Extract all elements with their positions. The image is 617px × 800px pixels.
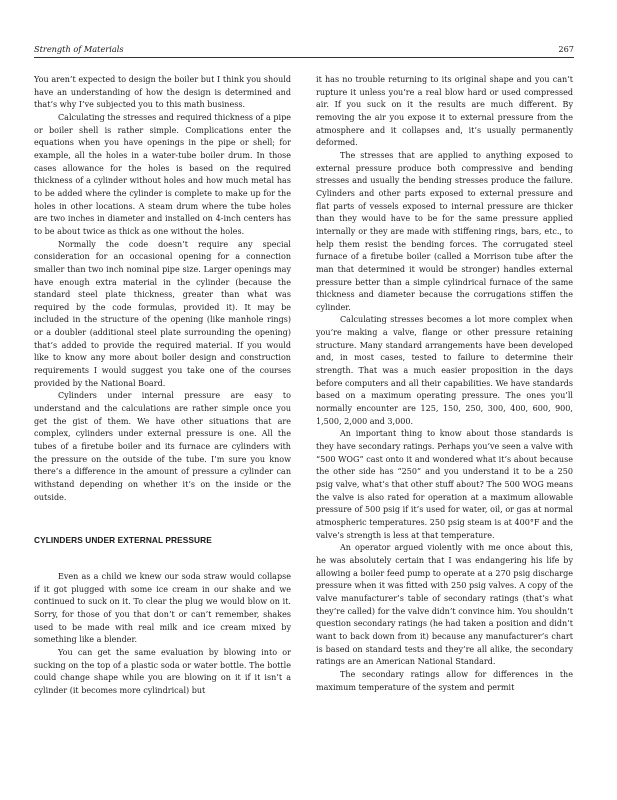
paragraph: The secondary ratings allow for differences in the maximum temperature of the system and permit xyxy=(316,669,573,692)
paragraph: it has no trouble returning to its original shape and you can’t rupture it unless you’re a real blow hard or used compressed air. If you suck on it the results are much different. By removing the air you expose it to external pressure from the atmosphere and it collapses and, it’s usually permanently deformed. xyxy=(316,75,573,148)
header-rule xyxy=(34,57,574,58)
running-head xyxy=(34,42,574,54)
paragraph: Calculating stresses becomes a lot more complex when you’re making a valve, flange or other pressure retaining structure. Many standard arrangements have been developed and, in most cases, tested to failure to determine their strength. That was a much easier proposition in the days before computers and all their capabilities. We have standards based on a maximum operating pressure. The ones you’ll normally encounter are 125, 150, 250, 300, 400, 600, 900, 1,500, 2,000 and 3,000. xyxy=(316,315,573,426)
paragraph: Normally the code doesn’t require any special consideration for an occasional opening for a connection smaller than two inch nominal pipe size. Larger openings may have enough extra material in the cylinder (because the standard steel plate thickness, greater than what was required by the code formulas, provided it). It may be included in the structure of the opening (like manhole rings) or a doubler (additional steel plate surrounding the opening) that’s added to provide the required material. If you would like to know any more about boiler design and construction requirements I would suggest you take one of the courses provided by the National Board. xyxy=(34,239,291,388)
right-column xyxy=(316,74,573,694)
paragraph: Cylinders under internal pressure are easy to understand and the calculations are rather simple once you get the gist of them. We have other situations that are complex, cylinders under external pressure is one. All the tubes of a firetube boiler and its furnace are cylinders with the pressure on the outside of the tube. I’m sure you know there’s a difference in the amount of pressure a cylinder can withstand depending on whether it’s on the inside or the outside. xyxy=(34,391,291,502)
page-number: 267 xyxy=(558,44,574,54)
running-head-title: Strength of Materials xyxy=(34,44,124,54)
paragraph: The stresses that are applied to anything exposed to external pressure produce both compressive and bending stresses and usually the bending stresses produce the failure. Cylinders and other parts exposed to external pressure and flat parts of vessels exposed to internal pressure are thicker than they would have to be for the same pressure applied internally or they are made with stiffening rings, bars, etc., to help them resist the bending forces. The corrugated steel furnace of a firetube boiler (called a Morrison tube after the man that determined it would be stronger) handles external pressure better than a simple cylindrical furnace of the same thickness and diameter because the corrugations stiffen the cylinder. xyxy=(316,150,573,312)
section-heading: CYLINDERS UNDER EXTERNAL PRESSURE xyxy=(34,535,212,546)
left-column xyxy=(34,74,291,698)
paragraph: An important thing to know about those standards is they have secondary ratings. Perhaps you’ve seen a valve with “500 WOG” cast onto it and wondered what it’s about because the other side has “250” and you understand it to be a 250 psig valve, what’s that other stuff about? The 500 WOG means the valve is also rated for operation at a maximum allowable pressure of 500 psig if it’s used for water, oil, or gas at normal atmospheric temperatures. 250 psig steam is at 400°F and the valve’s strength is less at that temperature. xyxy=(316,429,573,540)
paragraph: Calculating the stresses and required thickness of a pipe or boiler shell is rather simple. Complications enter the equations when you have openings in the pipe or shell; for example, all the holes in a water-tube boiler drum. In those cases allowance for the holes is based on the required thickness of a cylinder without holes and how much metal has to be added where the cylinder is complete to make up for the holes in other locations. A steam drum where the tube holes are two inches in diameter and installed on 4-inch centers has to be about twice as thick as one without the holes. xyxy=(34,112,291,236)
paragraph: You can get the same evaluation by blowing into or sucking on the top of a plastic soda or water bottle. The bottle could change shape while you are blowing on it if it isn’t a cylinder (it becomes more cylindrical) but xyxy=(34,647,291,695)
paragraph: You aren’t expected to design the boiler but I think you should have an understanding of how the design is determined and that’s why I’ve subjected you to this math business. xyxy=(34,75,291,110)
paragraph: An operator argued violently with me once about this, he was absolutely certain that I was endangering his life by allowing a boiler feed pump to operate at a 270 psig discharge pressure when it was fitted with 250 psig valves. A copy of the valve manufacturer’s table of secondary ratings (that’s what they’re called) for the valve didn’t convince him. You shouldn’t question secondary ratings (he had taken a position and didn’t want to back down from it) because any manufacturer’s chart is based on standard tests and they’re all alike, the secondary ratings are an American National Standard. xyxy=(316,543,573,667)
paragraph: Even as a child we knew our soda straw would collapse if it got plugged with some ice cream in our shake and we continued to suck on it. To clear the plug we would blow on it. Sorry, for those of you that don’t or can’t remember, shakes used to be made with real milk and ice cream mixed by something like a blender. xyxy=(34,571,291,645)
